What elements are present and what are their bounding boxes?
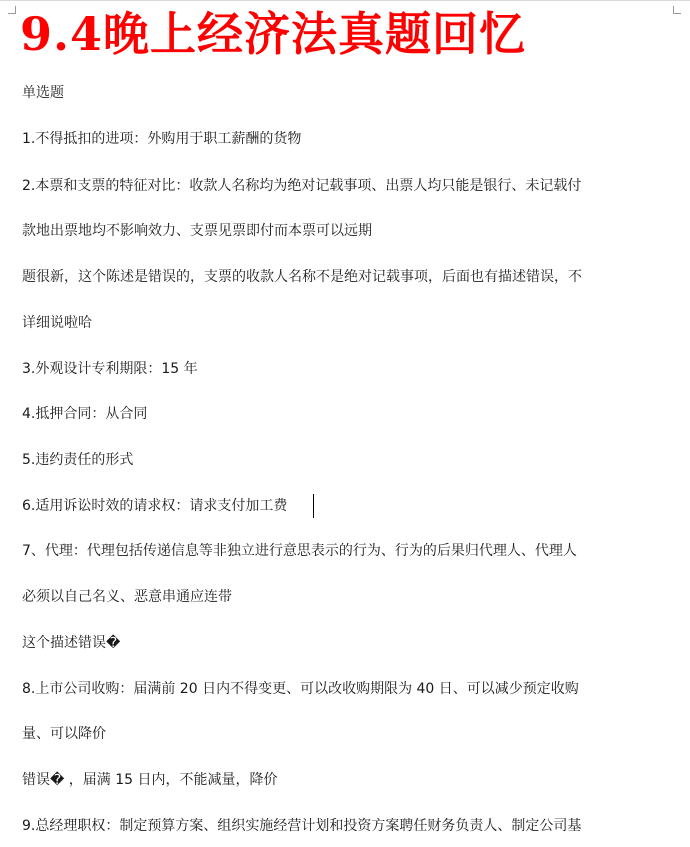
- paragraph-line: 5.违约责任的形式: [22, 452, 134, 468]
- paragraph-line: 错误� ，届满 15 日内，不能减量，降价: [22, 772, 278, 788]
- paragraph-line: 2.本票和支票的特征对比：收款人名称均为绝对记载事项、出票人均只能是银行、未记载付: [22, 178, 582, 194]
- paragraph-line: 9.总经理职权：制定预算方案、组织实施经营计划和投资方案聘任财务负责人、制定公司基: [22, 818, 582, 834]
- section-heading: 单选题: [22, 85, 64, 101]
- paragraph-line: 题很新，这个陈述是错误的，支票的收款人名称不是绝对记载事项，后面也有描述错误，不: [22, 269, 582, 285]
- paragraph-line: 量、可以降价: [22, 726, 106, 742]
- paragraph-line: 6.适用诉讼时效的请求权：请求支付加工费: [22, 498, 288, 514]
- document-title: 9.4晚上经济法真题回忆: [20, 7, 527, 61]
- paragraph-line: 7、代理：代理包括传递信息等非独立进行意思表示的行为、行为的后果归代理人、代理人: [22, 543, 577, 559]
- paragraph-line: 必须以自己名义、恶意串通应连带: [22, 589, 232, 605]
- page-corner-mark-left: [8, 6, 16, 14]
- paragraph-line: 3.外观设计专利期限：15 年: [22, 361, 198, 377]
- page-top-edge: [0, 0, 690, 1]
- paragraph-line: 详细说啦哈: [22, 315, 92, 331]
- paragraph-line: 1.不得抵扣的进项：外购用于职工薪酬的货物: [22, 131, 302, 147]
- page-corner-mark-right: [673, 6, 681, 14]
- paragraph-line: 款地出票地均不影响效力、支票见票即付而本票可以远期: [22, 223, 372, 239]
- text-cursor: [313, 494, 314, 518]
- paragraph-line: 8.上市公司收购：届满前 20 日内不得变更、可以改收购期限为 40 日、可以减少预定收购: [22, 681, 579, 697]
- paragraph-line: 4.抵押合同：从合同: [22, 406, 148, 422]
- paragraph-line: 这个描述错误�: [22, 635, 121, 651]
